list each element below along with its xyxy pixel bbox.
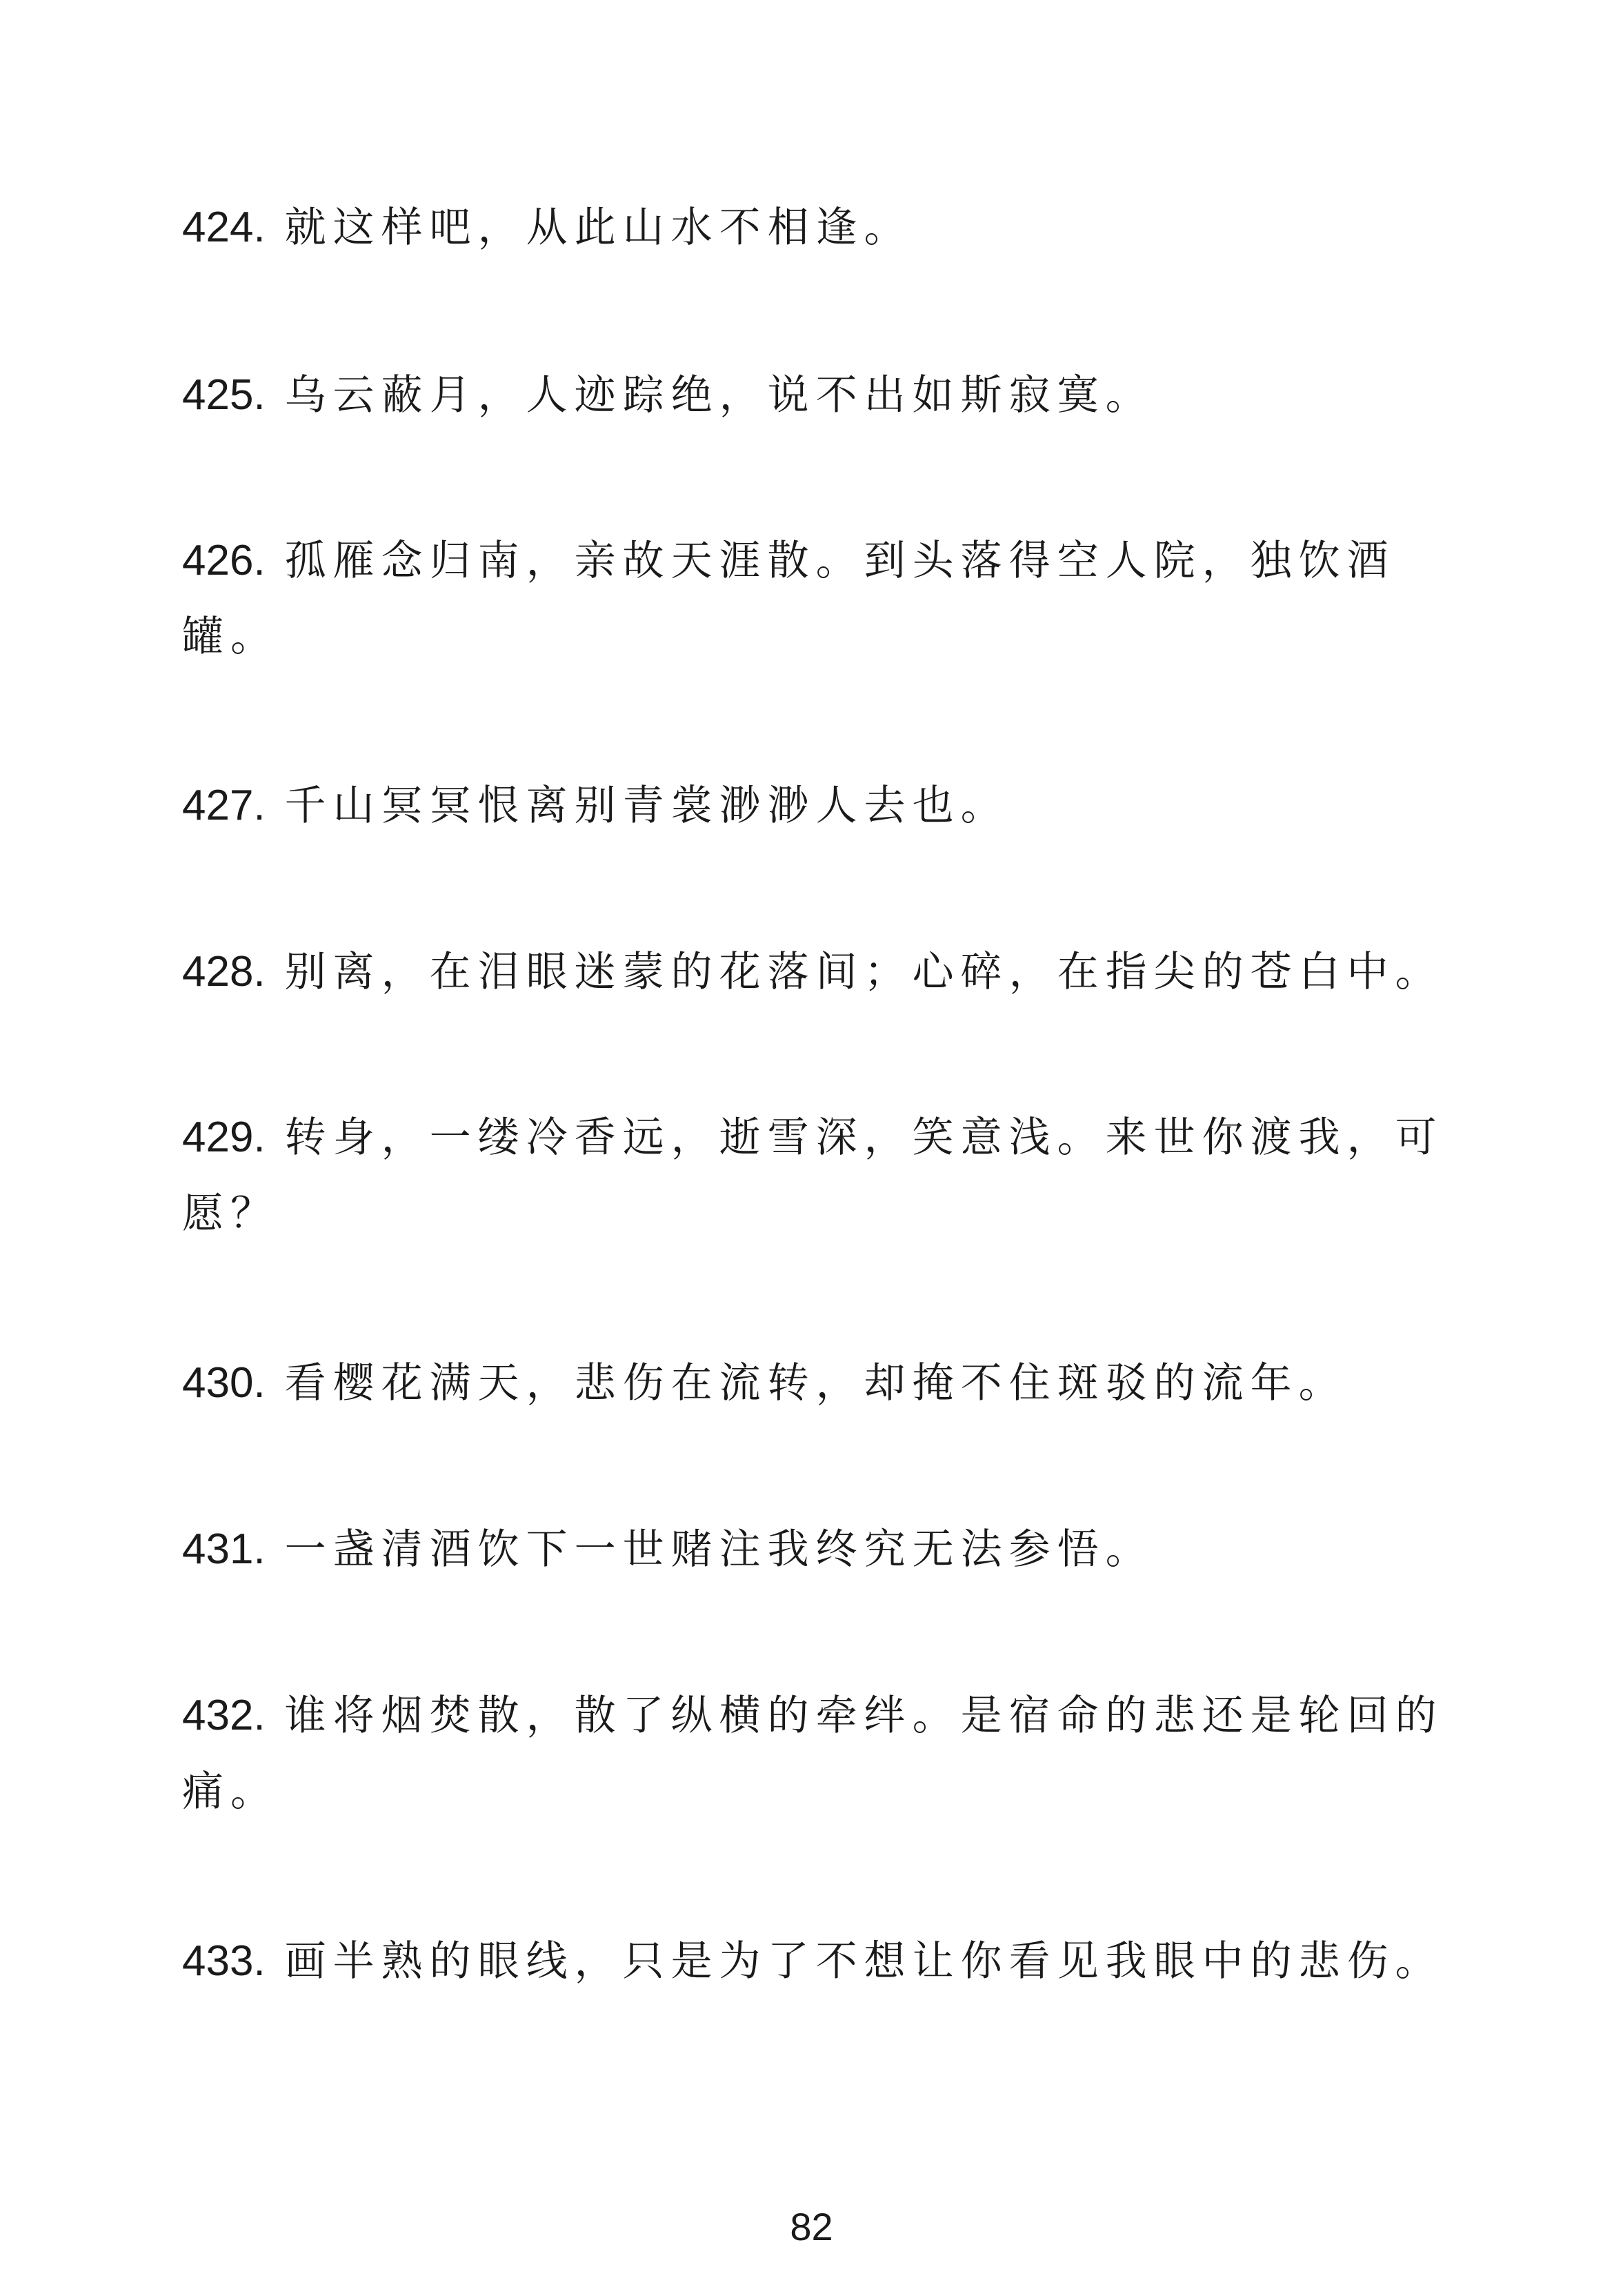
entry-text: 谁将烟焚散，散了纵横的牵绊。是宿命的悲还是轮回的痛。 xyxy=(182,1692,1444,1816)
entry-text: 一盏清酒饮下一世赌注我终究无法参悟。 xyxy=(284,1525,1154,1574)
entry-number: 424. xyxy=(182,204,266,251)
quote-entry-425 xyxy=(182,357,1486,433)
entry-text: 别离，在泪眼迷蒙的花落间；心碎，在指尖的苍白中。 xyxy=(284,948,1444,996)
entry-text: 就这样吧，从此山水不相逢。 xyxy=(284,204,913,252)
entry-text: 看樱花满天，悲伤在流转，却掩不住斑驳的流年。 xyxy=(284,1359,1347,1407)
entry-text: 千山冥冥恨离别青裳渺渺人去也。 xyxy=(284,782,1009,830)
entry-text: 孤雁念归南，亲故天涯散。到头落得空人院，独饮酒罐。 xyxy=(182,537,1395,661)
entry-number: 429. xyxy=(182,1114,266,1161)
quote-entry-427 xyxy=(182,768,1486,844)
quote-entry-431 xyxy=(182,1512,1486,1587)
page-number: 82 xyxy=(790,2205,833,2248)
entry-number: 426. xyxy=(182,537,266,584)
quote-entry-433 xyxy=(182,1923,1486,1999)
entry-text: 转身，一缕冷香远，逝雪深，笑意浅。来世你渡我，可愿？ xyxy=(182,1114,1444,1238)
entry-text: 画半熟的眼线，只是为了不想让你看见我眼中的悲伤。 xyxy=(284,1937,1444,1986)
quote-entry-430 xyxy=(182,1345,1486,1421)
quote-entry-426 xyxy=(182,523,1486,675)
entry-number: 432. xyxy=(182,1692,266,1739)
entry-number: 425. xyxy=(182,371,266,419)
entry-number: 433. xyxy=(182,1937,266,1985)
quote-entry-428 xyxy=(182,934,1486,1010)
entry-number: 431. xyxy=(182,1525,266,1573)
quote-entry-424 xyxy=(182,190,1486,266)
quote-entry-429 xyxy=(182,1100,1486,1251)
entry-number: 427. xyxy=(182,782,266,829)
quote-entry-432 xyxy=(182,1678,1486,1830)
entry-text: 乌云蔽月，人迹踪绝，说不出如斯寂寞。 xyxy=(284,371,1154,419)
entry-number: 430. xyxy=(182,1359,266,1407)
entry-number: 428. xyxy=(182,948,266,996)
